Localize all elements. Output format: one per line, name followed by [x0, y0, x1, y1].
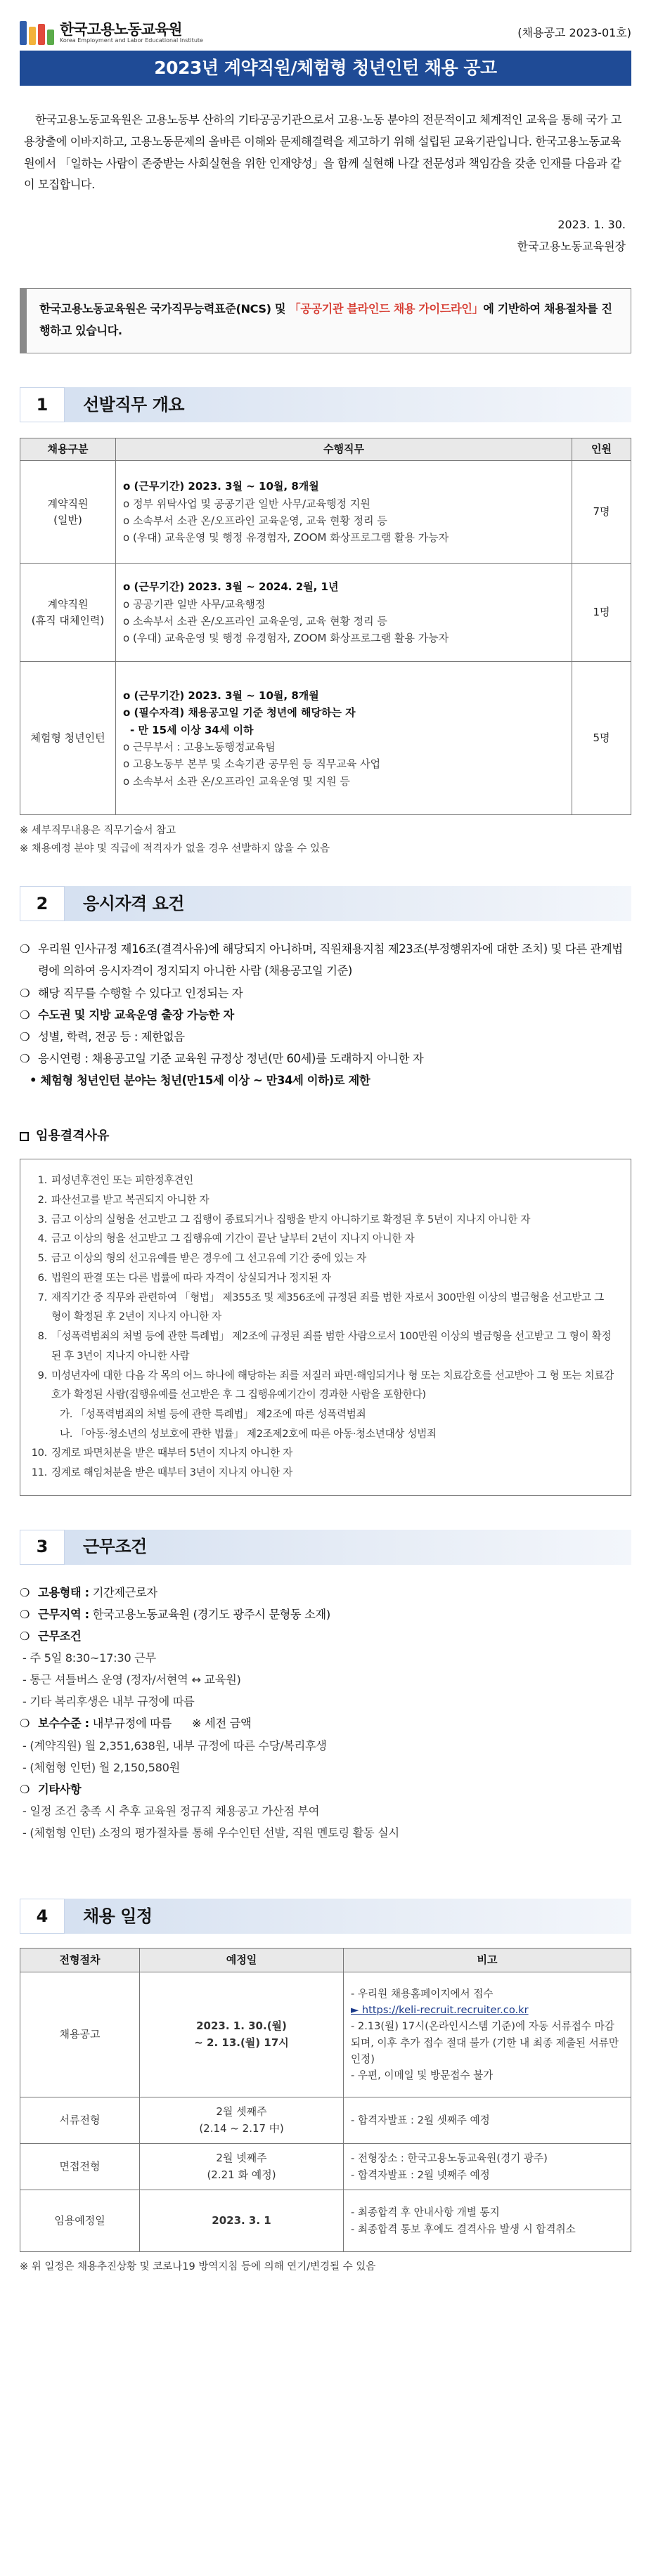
list-item	[20, 1604, 631, 1625]
work-place-label: 근무지역 :	[38, 1607, 89, 1621]
job-duties	[116, 564, 572, 662]
schedule-table	[20, 1948, 631, 2252]
list-item	[30, 1327, 615, 1365]
jobs-notes	[20, 822, 631, 858]
list-item	[30, 1288, 615, 1327]
item-number: 9.	[37, 1369, 47, 1381]
logo-mark-icon	[20, 21, 54, 45]
table-row	[20, 662, 631, 815]
ncs-text-3: 에 기반하여 채용절차를 진행하고 있습니다.	[39, 301, 612, 337]
qualification-text: 성별, 학력, 전공 등 : 제한없음	[38, 1029, 185, 1043]
conditions-label: 근무조건	[38, 1629, 82, 1644]
list-item	[30, 1171, 615, 1190]
table-header: 예정일	[140, 1949, 344, 1972]
schedule-note: - 우편, 이메일 및 방문접수 불가	[351, 2069, 494, 2082]
schedule-note: - 합격자발표 : 2월 셋째주 예정	[351, 2114, 490, 2126]
item-number: 7.	[37, 1291, 47, 1303]
circle-bullet-icon: ❍	[20, 942, 30, 956]
job-duties	[116, 662, 572, 815]
condition-item: - 통근 셔틀버스 운영 (정자/서현역 ↔ 교육원)	[22, 1673, 241, 1687]
job-category: 계약직원 (휴직 대체인력)	[20, 564, 116, 662]
job-duty: o (우대) 교육운영 및 행정 유경험자, ZOOM 화상프로그램 활용 가능자	[123, 632, 449, 645]
job-period: o (근무기간) 2023. 3월 ~ 10월, 8개월	[123, 480, 319, 493]
item-number: 4.	[37, 1232, 47, 1245]
item-number: 2.	[37, 1194, 47, 1206]
reason-text: 징계로 해임처분을 받은 때부터 3년이 지나지 아니한 자	[51, 1466, 292, 1479]
square-bullet-icon	[20, 1132, 29, 1141]
recruit-site-link[interactable]: ► https://keli-recruit.recruiter.co.kr	[351, 2003, 529, 2016]
list-item	[30, 1463, 615, 1483]
reason-text: 파산선고를 받고 복권되지 아니한 자	[51, 1194, 210, 1206]
reason-text: 금고 이상의 형을 선고받고 그 집행유예 기간이 끝난 날부터 2년이 지나지 아니한 자	[51, 1232, 415, 1245]
section-title: 근무조건	[83, 1537, 147, 1557]
reason-text: 징계로 파면처분을 받은 때부터 5년이 지나지 아니한 자	[51, 1447, 292, 1459]
reason-subitem: 가. 「성폭력범죄의 처벌 등에 관한 특례법」 제2조에 따른 성폭력범죄	[60, 1407, 366, 1420]
note-line: ※ 채용예정 분야 및 직급에 적격자가 없을 경우 선발하지 않을 수 있음	[20, 843, 330, 854]
logo-english-name: Korea Employment and Labor Educational Institute	[60, 37, 203, 44]
table-row	[20, 2190, 631, 2252]
employment-type-value: 기간제근로자	[92, 1585, 157, 1599]
section-title: 선발직무 개요	[83, 394, 184, 415]
job-duties	[116, 461, 572, 564]
circle-bullet-icon: ❍	[20, 1717, 30, 1731]
job-duty: o 소속부서 소관 온/오프라인 교육운영, 교육 현황 정리 등	[123, 614, 387, 627]
section-number: 1	[20, 387, 65, 422]
job-period: o (근무기간) 2023. 3월 ~ 2024. 2월, 1년	[123, 580, 339, 594]
qualification-text: 수도권 및 지방 교육운영 출장 가능한 자	[38, 1008, 234, 1022]
etc-item: - 일정 조건 충족 시 추후 교육원 정규직 채용공고 가산점 부여	[22, 1804, 320, 1818]
note-line: ※ 세부직무내용은 직무기술서 참고	[20, 825, 176, 837]
schedule-note: - 전형장소 : 한국고용노동교육원(경기 광주)	[351, 2152, 548, 2165]
schedule-notes	[344, 1972, 631, 2097]
job-duty: o 공공기관 일반 사무/교육행정	[123, 597, 266, 611]
list-item	[30, 1443, 615, 1463]
job-count: 7명	[572, 461, 631, 564]
schedule-note: - 최종합격 후 안내사항 개별 통지	[351, 2206, 500, 2219]
notice-number: (채용공고 2023-01호)	[517, 26, 631, 40]
etc-item: - (체험형 인턴) 소정의 평가절차를 통해 우수인턴 선발, 직원 멘토링 활동 실시	[22, 1826, 399, 1840]
work-place-value: 한국고용노동교육원 (경기도 광주시 문형동 소재)	[92, 1607, 330, 1621]
reason-text: 「성폭력범죄의 처벌 등에 관한 특례법」 제2조에 규정된 죄를 범한 사람으로서 100만원 이상의 벌금형을 선고받고 그 형이 확정된 후 3년이 지나지 아니한 사람	[51, 1330, 612, 1362]
disqualification-heading	[20, 1126, 631, 1146]
table-header: 수행직무	[116, 438, 572, 461]
table-row	[20, 461, 631, 564]
job-category: 체험형 청년인턴	[20, 662, 116, 815]
job-eligibility: o (필수자격) 채용공고일 기준 청년에 해당하는 자	[123, 706, 356, 720]
intro-paragraph: 한국고용노동교육원은 고용노동부 산하의 기타공공기관으로서 고용·노동 분야의 전문적이고 체계적인 교육을 통해 국가 고용창출에 이바지하고, 고용노동문제의 올바른 이해와 문제해결력을 제고하기 위해 설립된 교육기관입니다. 한국고용노동교육원에서 「일하는 사람이 존중받는 사회실현을 위한 인재양성」을 함께 실현해 나갈 전문성과 책임감을 갖춘 인재를 다음과 같이 모집합니다.	[24, 113, 622, 192]
list-item	[30, 1210, 615, 1230]
schedule-date: 2023. 3. 1	[140, 2190, 344, 2252]
qualifications-list	[20, 938, 631, 1091]
schedule-step: 임용예정일	[20, 2190, 140, 2252]
employment-type-label: 고용형태 :	[38, 1585, 89, 1599]
schedule-notes	[344, 2144, 631, 2190]
list-item	[20, 1625, 631, 1647]
schedule-note: - 우리원 채용홈페이지에서 접수	[351, 1987, 494, 2000]
list-item	[30, 1268, 615, 1288]
table-header: 비고	[344, 1949, 631, 1972]
section-header-work-conditions	[20, 1530, 631, 1565]
condition-item: - 기타 복리후생은 내부 규정에 따름	[22, 1695, 195, 1709]
job-duty: o 고용노동부 본부 및 소속기관 공무원 등 직무교육 사업	[123, 757, 381, 771]
pay-item: - (체험형 인턴) 월 2,150,580원	[22, 1760, 180, 1774]
circle-bullet-icon: ❍	[20, 1029, 30, 1043]
pay-value: 내부규정에 따름 ※ 세전 금액	[92, 1717, 252, 1731]
page-title: 2023년 계약직원/체험형 청년인턴 채용 공고	[20, 51, 631, 86]
job-duty: o (우대) 교육운영 및 행정 유경험자, ZOOM 화상프로그램 활용 가능자	[123, 531, 449, 545]
schedule-step: 서류전형	[20, 2097, 140, 2144]
schedule-note: - 최종합격 통보 후에도 결격사유 발생 시 합격취소	[351, 2223, 576, 2235]
table-header: 전형절차	[20, 1949, 140, 1972]
list-item	[30, 1366, 615, 1405]
circle-bullet-icon: ❍	[20, 1008, 30, 1022]
section-header-jobs	[20, 387, 631, 422]
job-duty: o 정부 위탁사업 및 공공기관 일반 사무/교육행정 지원	[123, 497, 370, 510]
item-number: 3.	[37, 1213, 47, 1225]
pay-label: 보수수준 :	[38, 1717, 89, 1731]
list-item	[30, 1190, 615, 1210]
disqualification-box	[20, 1159, 631, 1496]
date-block	[20, 214, 631, 257]
section-number: 4	[20, 1899, 65, 1934]
list-item	[20, 1004, 631, 1026]
table-row	[20, 2144, 631, 2190]
circle-bullet-icon: ❍	[20, 1052, 30, 1066]
list-item	[20, 1026, 631, 1048]
etc-label: 기타사항	[38, 1782, 82, 1796]
item-number: 8.	[37, 1330, 47, 1343]
circle-bullet-icon: ❍	[20, 1585, 30, 1599]
job-count: 1명	[572, 564, 631, 662]
section-number: 3	[20, 1530, 65, 1565]
list-item	[30, 1229, 615, 1249]
section-title: 응시자격 요건	[83, 893, 184, 913]
org-head: 한국고용노동교육원장	[517, 239, 626, 253]
reason-text: 금고 이상의 실형을 선고받고 그 집행이 종료되거나 집행을 받지 아니하기로 확정된 후 5년이 지나지 아니한 자	[51, 1213, 531, 1225]
ncs-text-1: 한국고용노동교육원은 국가직무능력표준(NCS) 및	[39, 301, 286, 316]
reason-text: 미성년자에 대한 다음 각 목의 어느 하나에 해당하는 죄를 저질러 파면·해임되거나 형 또는 치료감호를 선고받아 그 형 또는 치료감호가 확정된 사람(집행유예를 선고받은 후 그 집행유예기간이 경과한 사람을 포함한다)	[51, 1369, 614, 1401]
section-number: 2	[20, 886, 65, 921]
jobs-table	[20, 438, 631, 815]
schedule-step: 채용공고	[20, 1972, 140, 2097]
circle-bullet-icon: ❍	[20, 1782, 30, 1796]
reason-subitem: 나. 「아동·청소년의 성보호에 관한 법률」 제2조제2호에 따른 아동·청소년대상 성범죄	[60, 1427, 437, 1440]
page-header	[20, 0, 631, 45]
table-row	[20, 564, 631, 662]
job-period: o (근무기간) 2023. 3월 ~ 10월, 8개월	[123, 689, 319, 703]
circle-bullet-icon: ❍	[20, 1629, 30, 1644]
job-duty: o 근무부서 : 고용노동행정교육팀	[123, 740, 276, 753]
job-duty: o 소속부서 소관 온/오프라인 교육운영, 교육 현황 정리 등	[123, 514, 387, 527]
disqualification-title: 임용결격사유	[36, 1128, 110, 1144]
reason-text: 피성년후견인 또는 피한정후견인	[51, 1174, 193, 1187]
qualification-text: 우리원 인사규정 제16조(결격사유)에 해당되지 아니하며, 직원채용지침 제23조(부정행위자에 대한 조치) 및 다른 관계법령에 의하여 응시자격이 정지되지 아니한 사람 (채용공고일 기준)	[38, 942, 623, 978]
schedule-step: 면접전형	[20, 2144, 140, 2190]
reason-text: 금고 이상의 형의 선고유예를 받은 경우에 그 선고유예 기간 중에 있는 자	[51, 1252, 366, 1265]
ncs-guideline: 「공공기관 블라인드 채용 가이드라인」	[289, 301, 484, 316]
notice-date: 2023. 1. 30.	[557, 218, 626, 232]
logo	[20, 21, 203, 45]
item-number: 11.	[31, 1466, 47, 1479]
table-row	[20, 2097, 631, 2144]
list-item	[20, 1778, 631, 1800]
job-eligibility-age: - 만 15세 이상 34세 이하	[130, 723, 254, 736]
circle-bullet-icon: ❍	[20, 986, 30, 1000]
reason-text: 법원의 판결 또는 다른 법률에 따라 자격이 상실되거나 정지된 자	[51, 1271, 331, 1284]
list-item	[20, 1582, 631, 1604]
item-number: 5.	[37, 1252, 47, 1265]
job-category: 계약직원 (일반)	[20, 461, 116, 564]
schedule-notes	[344, 2097, 631, 2144]
logo-korean-name: 한국고용노동교육원	[60, 21, 182, 39]
section-header-qualifications	[20, 886, 631, 921]
schedule-footnote: ※ 위 일정은 채용추진상황 및 코로나19 방역지침 등에 의해 연기/변경될 수 있음	[20, 2261, 376, 2273]
section-title: 채용 일정	[83, 1906, 153, 1926]
work-conditions	[20, 1582, 631, 1844]
list-item	[20, 1048, 631, 1069]
job-count: 5명	[572, 662, 631, 815]
item-number: 10.	[31, 1447, 47, 1459]
schedule-note: - 합격자발표 : 2월 넷째주 예정	[351, 2168, 490, 2181]
qualification-text: 응시연령 : 채용공고일 기준 교육원 규정상 정년(만 60세)를 도래하지 아니한 자	[38, 1052, 424, 1066]
table-header: 인원	[572, 438, 631, 461]
table-header: 채용구분	[20, 438, 116, 461]
list-item	[20, 938, 631, 982]
schedule-date: 2월 넷째주 (2.21 화 예정)	[140, 2144, 344, 2190]
schedule-date: 2월 셋째주 (2.14 ~ 2.17 中)	[140, 2097, 344, 2144]
youth-intern-restriction: • 체험형 청년인턴 분야는 청년(만15세 이상 ~ 만34세 이하)로 제한	[30, 1074, 370, 1088]
ncs-notice-box	[20, 288, 631, 354]
schedule-notes	[344, 2190, 631, 2252]
pay-item: - (계약직원) 월 2,351,638원, 내부 규정에 따른 수당/복리후생	[22, 1738, 327, 1752]
schedule-date: 2023. 1. 30.(월) ~ 2. 13.(월) 17시	[140, 1972, 344, 2097]
list-item	[20, 1712, 631, 1734]
list-item	[30, 1249, 615, 1268]
circle-bullet-icon: ❍	[20, 1607, 30, 1621]
item-number: 6.	[37, 1271, 47, 1284]
reason-text: 재직기간 중 직무와 관련하여 「형법」 제355조 및 제356조에 규정된 죄를 범한 자로서 300만원 이상의 벌금형을 선고받고 그 형이 확정된 후 2년이 지나지 아니한 자	[51, 1291, 604, 1323]
schedule-note: - 2.13(월) 17시(온라인시스템 기준)에 자동 서류접수 마감되며, 이후 추가 접수 절대 불가 (기한 내 최종 제출된 서류만 인정)	[351, 2020, 619, 2065]
table-row	[20, 1972, 631, 2097]
section-header-schedule	[20, 1899, 631, 1934]
job-duty: o 소속부서 소관 온/오프라인 교육운영 및 지원 등	[123, 774, 350, 788]
condition-item: - 주 5일 8:30~17:30 근무	[22, 1651, 156, 1665]
list-item	[20, 982, 631, 1004]
item-number: 1.	[37, 1174, 47, 1187]
qualification-text: 해당 직무를 수행할 수 있다고 인정되는 자	[38, 986, 243, 1000]
